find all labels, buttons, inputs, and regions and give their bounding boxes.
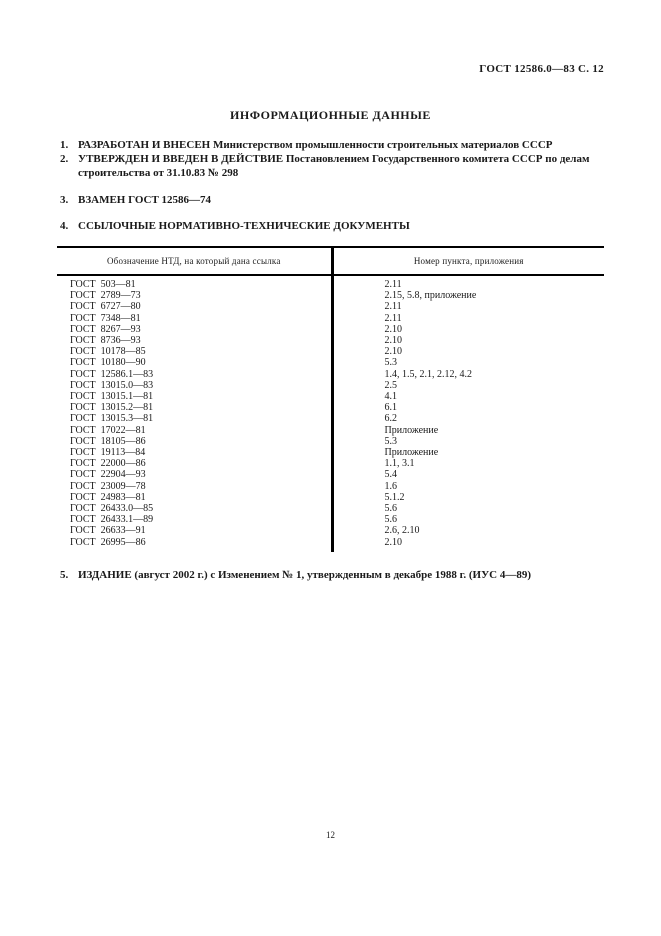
footer [0, 830, 661, 840]
item-number: 4. [60, 220, 69, 232]
clause-number-cell: 6.2 [384, 413, 397, 425]
clause-number-cell: 2.11 [384, 301, 402, 313]
table-row [57, 346, 604, 357]
list-item-reference-documents [57, 219, 604, 233]
item-text: РАЗРАБОТАН И ВНЕСЕН Министерством промышленности строительных материалов СССР [78, 139, 553, 151]
clause-number-cell: Приложение [384, 447, 439, 459]
ntd-designation-cell: ГОСТ 12586.1—83 [57, 369, 332, 380]
table-row [57, 514, 604, 525]
table-row [57, 525, 604, 536]
ntd-designation-cell: ГОСТ 503—81 [57, 275, 332, 290]
table-row [57, 275, 604, 290]
ntd-designation-cell: ГОСТ 22904—93 [57, 469, 332, 480]
table-row [57, 481, 604, 492]
item-text: УТВЕРЖДЕН И ВВЕДЕН В ДЕЙСТВИЕ Постановлением Государственного комитета СССР по делам строительства от 31.10.83 № 298 [78, 153, 590, 179]
column-header-ntd-designation: Обозначение НТД, на который дана ссылка [57, 247, 332, 275]
ntd-designation-cell: ГОСТ 8736—93 [57, 335, 332, 346]
doc-reference: ГОСТ 12586.0—83 С. 12 [479, 63, 604, 75]
ntd-designation-cell: ГОСТ 10180—90 [57, 357, 332, 368]
clause-number-cell: 2.10 [384, 335, 402, 347]
table-row [57, 380, 604, 391]
ntd-designation-cell: ГОСТ 22000—86 [57, 458, 332, 469]
item-text: ИЗДАНИЕ (август 2002 г.) с Изменением № 1, утвержденным в декабре 1988 г. (ИУС 4—89) [78, 568, 532, 581]
table-row [57, 369, 604, 380]
header [57, 51, 604, 87]
ntd-designation-cell: ГОСТ 26995—86 [57, 537, 332, 552]
table-row [57, 402, 604, 413]
table-row [57, 503, 604, 514]
table-row [57, 436, 604, 447]
ntd-designation-cell: ГОСТ 13015.1—81 [57, 391, 332, 402]
clause-number-cell: 2.10 [384, 536, 402, 548]
clause-number-cell: Приложение [384, 424, 439, 436]
clause-number-cell: 2.10 [384, 346, 402, 358]
clause-number-cell: 2.6, 2.10 [384, 525, 420, 537]
table-row [57, 458, 604, 469]
item-text: ССЫЛОЧНЫЕ НОРМАТИВНО-ТЕХНИЧЕСКИЕ ДОКУМЕНТЫ [78, 220, 410, 232]
reference-table-body [57, 275, 604, 552]
numbered-list [57, 138, 604, 582]
clause-number-cell: 5.3 [384, 435, 397, 447]
table-row [57, 492, 604, 503]
ntd-designation-cell: ГОСТ 17022—81 [57, 425, 332, 436]
list-item-approved [57, 152, 604, 180]
ntd-designation-cell: ГОСТ 7348—81 [57, 313, 332, 324]
reference-table [57, 246, 604, 552]
clause-number-cell: 6.1 [384, 402, 397, 414]
ntd-designation-cell: ГОСТ 26433.1—89 [57, 514, 332, 525]
ntd-designation-cell: ГОСТ 13015.3—81 [57, 413, 332, 424]
item-number: 3. [60, 194, 69, 206]
clause-number-cell: 2.11 [384, 279, 402, 290]
ntd-designation-cell: ГОСТ 13015.0—83 [57, 380, 332, 391]
column-header-clause-number: Номер пункта, приложения [332, 247, 604, 275]
table-row [57, 425, 604, 436]
ntd-designation-cell: ГОСТ 23009—78 [57, 481, 332, 492]
ntd-designation-cell: ГОСТ 13015.2—81 [57, 402, 332, 413]
table-row [57, 413, 604, 424]
ntd-designation-cell: ГОСТ 24983—81 [57, 492, 332, 503]
clause-number-cell: 4.1 [384, 391, 397, 403]
clause-number-cell: 1.4, 1.5, 2.1, 2.12, 4.2 [384, 368, 472, 380]
table-row [57, 357, 604, 368]
clause-number-cell: 5.6 [384, 514, 397, 526]
clause-number-cell: 5.3 [384, 357, 397, 369]
ntd-designation-cell: ГОСТ 2789—73 [57, 290, 332, 301]
list-item-edition [57, 568, 604, 582]
table-row [57, 313, 604, 324]
ntd-designation-cell: ГОСТ 26633—91 [57, 525, 332, 536]
clause-number-cell: 5.6 [384, 503, 397, 515]
list-item-developed [57, 138, 604, 152]
ntd-designation-cell: ГОСТ 10178—85 [57, 346, 332, 357]
ntd-designation-cell: ГОСТ 8267—93 [57, 324, 332, 335]
table-header-row [57, 247, 604, 275]
table-row [57, 290, 604, 301]
clause-number-cell: 5.1.2 [384, 491, 405, 503]
table-row [57, 301, 604, 312]
item-number: 5. [60, 568, 69, 581]
table-row [57, 447, 604, 458]
clause-number-cell: 2.10 [384, 323, 402, 335]
page-number: 12 [326, 830, 335, 840]
item-number: 2. [60, 153, 69, 165]
table-row [57, 391, 604, 402]
ntd-designation-cell: ГОСТ 6727—80 [57, 301, 332, 312]
clause-number-cell: 2.5 [384, 379, 397, 391]
ntd-designation-cell: ГОСТ 18105—86 [57, 436, 332, 447]
page-title: ИНФОРМАЦИОННЫЕ ДАННЫЕ [230, 108, 431, 122]
clause-number-cell: 1.1, 3.1 [384, 458, 415, 470]
table-row [57, 335, 604, 346]
clause-number-cell: 2.11 [384, 312, 402, 324]
clause-number-cell: 5.4 [384, 469, 397, 481]
ntd-designation-cell: ГОСТ 19113—84 [57, 447, 332, 458]
table-row [57, 469, 604, 480]
item-text: ВЗАМЕН ГОСТ 12586—74 [78, 194, 212, 206]
ntd-designation-cell: ГОСТ 26433.0—85 [57, 503, 332, 514]
item-number: 1. [60, 139, 69, 151]
reference-table-head [57, 247, 604, 275]
list-item-replaces [57, 193, 604, 207]
clause-number-cell: 1.6 [384, 480, 397, 492]
table-row [57, 324, 604, 335]
clause-number-cell: 2.15, 5.8, приложение [384, 290, 477, 302]
table-row [57, 537, 604, 552]
